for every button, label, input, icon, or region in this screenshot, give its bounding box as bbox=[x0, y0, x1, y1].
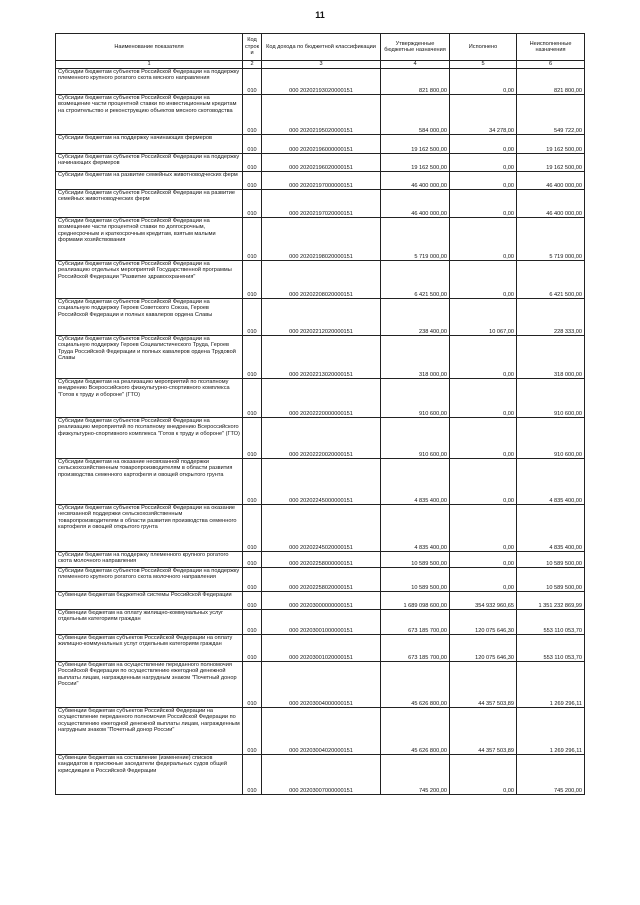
row-executed: 44 357 503,89 bbox=[450, 708, 517, 755]
row-unexecuted: 549 722,00 bbox=[517, 95, 585, 135]
row-line-code: 010 bbox=[243, 505, 262, 552]
row-income-code: 000 20203007000000151 bbox=[262, 755, 381, 795]
row-executed: 0,00 bbox=[450, 218, 517, 261]
row-unexecuted: 19 162 500,00 bbox=[517, 154, 585, 172]
row-line-code: 010 bbox=[243, 135, 262, 154]
table-row bbox=[56, 755, 585, 795]
row-unexecuted: 1 269 296,11 bbox=[517, 708, 585, 755]
table-row bbox=[56, 135, 585, 154]
row-unexecuted: 228 333,00 bbox=[517, 299, 585, 336]
row-unexecuted: 318 000,00 bbox=[517, 336, 585, 379]
table-row bbox=[56, 172, 585, 190]
row-name: Субсидии бюджетам на реализацию мероприятий по поэтапному внедрению Всероссийского физкультурно-спортивного комплекса "Готов к труду и обороне" (ГТО) bbox=[56, 379, 243, 418]
table-row bbox=[56, 592, 585, 610]
row-approved: 910 600,00 bbox=[381, 418, 450, 459]
row-approved: 45 626 800,00 bbox=[381, 662, 450, 708]
row-line-code: 010 bbox=[243, 459, 262, 505]
row-executed: 0,00 bbox=[450, 190, 517, 218]
table-row bbox=[56, 154, 585, 172]
row-income-code: 000 20202258020000151 bbox=[262, 568, 381, 592]
row-name: Субвенции бюджетам на составление (изменение) списков кандидатов в присяжные заседатели федеральных судов общей юрисдикции в Российской Федерации bbox=[56, 755, 243, 795]
row-approved: 45 626 800,00 bbox=[381, 708, 450, 755]
header-approved: Утвержденные бюджетные назначения bbox=[381, 34, 450, 61]
row-unexecuted: 46 400 000,00 bbox=[517, 190, 585, 218]
column-number: 4 bbox=[381, 61, 450, 69]
row-executed: 0,00 bbox=[450, 505, 517, 552]
row-unexecuted: 910 600,00 bbox=[517, 418, 585, 459]
row-name: Субсидии бюджетам субъектов Российской Федерации на поддержку племенного крупного рогатого скота мясного направления bbox=[56, 69, 243, 95]
header-line-code: Код строк и bbox=[243, 34, 262, 61]
row-line-code: 010 bbox=[243, 755, 262, 795]
row-income-code: 000 20202197000000151 bbox=[262, 172, 381, 190]
row-income-code: 000 20203004020000151 bbox=[262, 708, 381, 755]
table-row bbox=[56, 662, 585, 708]
row-income-code: 000 20202258000000151 bbox=[262, 552, 381, 568]
row-approved: 46 400 000,00 bbox=[381, 172, 450, 190]
row-executed: 44 357 503,89 bbox=[450, 662, 517, 708]
row-unexecuted: 4 835 400,00 bbox=[517, 505, 585, 552]
table-row bbox=[56, 218, 585, 261]
row-income-code: 000 20202196000000151 bbox=[262, 135, 381, 154]
header-row bbox=[56, 34, 585, 61]
header-unexecuted: Неисполненные назначения bbox=[517, 34, 585, 61]
row-unexecuted: 745 200,00 bbox=[517, 755, 585, 795]
page-number: 11 bbox=[315, 10, 325, 20]
row-name: Субсидии бюджетам субъектов Российской Федерации на социальную поддержку Героев Советского Союза, Героев Российской Федерации и полных кавалеров ордена Славы bbox=[56, 299, 243, 336]
row-line-code: 010 bbox=[243, 261, 262, 299]
row-name: Субсидии бюджетам субъектов Российской Федерации на оказание несвязанной поддержки сельскохозяйственным товаропроизводителям в области развития производства семенного картофеля и овощей открытого грунта bbox=[56, 505, 243, 552]
table-row bbox=[56, 568, 585, 592]
row-name: Субсидии бюджетам на оказание несвязанной поддержки сельскохозяйственным товаропроизводителям в области развития производства семенного картофеля и овощей открытого грунта bbox=[56, 459, 243, 505]
row-approved: 4 835 400,00 bbox=[381, 459, 450, 505]
table-row bbox=[56, 190, 585, 218]
table-row bbox=[56, 95, 585, 135]
row-line-code: 010 bbox=[243, 635, 262, 662]
table-row bbox=[56, 708, 585, 755]
row-name: Субсидии бюджетам субъектов Российской Федерации на поддержку племенного крупного рогатого скота молочного направления bbox=[56, 568, 243, 592]
table-row bbox=[56, 459, 585, 505]
row-executed: 0,00 bbox=[450, 568, 517, 592]
row-name: Субсидии бюджетам субъектов Российской Федерации на реализацию мероприятий по поэтапному внедрению Всероссийского физкультурно-спортивного комплекса "Готов к труду и обороне" (ГТО) bbox=[56, 418, 243, 459]
row-line-code: 010 bbox=[243, 568, 262, 592]
table-row bbox=[56, 69, 585, 95]
row-executed: 0,00 bbox=[450, 379, 517, 418]
row-approved: 4 835 400,00 bbox=[381, 505, 450, 552]
row-unexecuted: 910 600,00 bbox=[517, 379, 585, 418]
row-income-code: 000 20202213020000151 bbox=[262, 336, 381, 379]
header-executed: Исполнено bbox=[450, 34, 517, 61]
row-unexecuted: 19 162 500,00 bbox=[517, 135, 585, 154]
row-income-code: 000 20202193020000151 bbox=[262, 69, 381, 95]
row-income-code: 000 20202245000000151 bbox=[262, 459, 381, 505]
row-executed: 0,00 bbox=[450, 552, 517, 568]
row-line-code: 010 bbox=[243, 708, 262, 755]
row-approved: 238 400,00 bbox=[381, 299, 450, 336]
row-name: Субвенции бюджетам субъектов Российской Федерации на осуществление переданного полномочия Российской Федерации по осуществлению ежегодной денежной выплаты лицам, награжденным нагрудным знаком "Почетный донор России" bbox=[56, 708, 243, 755]
row-unexecuted: 46 400 000,00 bbox=[517, 172, 585, 190]
row-name: Субсидии бюджетам на поддержку племенного крупного рогатого скота молочного направления bbox=[56, 552, 243, 568]
row-name: Субвенции бюджетам на оплату жилищно-коммунальных услуг отдельным категориям граждан bbox=[56, 610, 243, 635]
row-unexecuted: 10 589 500,00 bbox=[517, 552, 585, 568]
row-approved: 5 719 000,00 bbox=[381, 218, 450, 261]
table-row bbox=[56, 552, 585, 568]
row-income-code: 000 20202220000000151 bbox=[262, 379, 381, 418]
row-name: Субсидии бюджетам на развитие семейных животноводческих ферм bbox=[56, 172, 243, 190]
row-income-code: 000 20202208020000151 bbox=[262, 261, 381, 299]
row-line-code: 010 bbox=[243, 154, 262, 172]
row-unexecuted: 553 110 053,70 bbox=[517, 610, 585, 635]
table-row bbox=[56, 635, 585, 662]
row-name: Субсидии бюджетам субъектов Российской Федерации на развитие семейных животноводческих ферм bbox=[56, 190, 243, 218]
row-income-code: 000 20202198020000151 bbox=[262, 218, 381, 261]
row-name: Субвенции бюджетам бюджетной системы Российской Федерации bbox=[56, 592, 243, 610]
row-income-code: 000 20203004000000151 bbox=[262, 662, 381, 708]
row-line-code: 010 bbox=[243, 95, 262, 135]
row-executed: 0,00 bbox=[450, 69, 517, 95]
row-unexecuted: 1 269 296,11 bbox=[517, 662, 585, 708]
row-approved: 6 421 500,00 bbox=[381, 261, 450, 299]
table-body bbox=[56, 69, 585, 795]
column-number: 6 bbox=[517, 61, 585, 69]
row-name: Субсидии бюджетам субъектов Российской Федерации на возмещение части процентной ставки по инвестиционным кредитам на строительство и реконструкцию объектов мясного скотоводства bbox=[56, 95, 243, 135]
row-unexecuted: 1 351 232 869,99 bbox=[517, 592, 585, 610]
row-unexecuted: 553 110 053,70 bbox=[517, 635, 585, 662]
table-row bbox=[56, 610, 585, 635]
row-income-code: 000 20202245020000151 bbox=[262, 505, 381, 552]
row-line-code: 010 bbox=[243, 218, 262, 261]
row-line-code: 010 bbox=[243, 336, 262, 379]
row-line-code: 010 bbox=[243, 610, 262, 635]
row-income-code: 000 20202195020000151 bbox=[262, 95, 381, 135]
row-approved: 10 589 500,00 bbox=[381, 568, 450, 592]
row-income-code: 000 20203001000000151 bbox=[262, 610, 381, 635]
row-name: Субсидии бюджетам субъектов Российской Федерации на реализацию отдельных мероприятий Государственной программы Российской Федерации "Развитие здравоохранения" bbox=[56, 261, 243, 299]
row-approved: 46 400 000,00 bbox=[381, 190, 450, 218]
row-approved: 584 000,00 bbox=[381, 95, 450, 135]
row-executed: 0,00 bbox=[450, 459, 517, 505]
column-number: 2 bbox=[243, 61, 262, 69]
row-approved: 19 162 500,00 bbox=[381, 135, 450, 154]
row-executed: 354 932 960,65 bbox=[450, 592, 517, 610]
row-line-code: 010 bbox=[243, 552, 262, 568]
row-name: Субсидии бюджетам на поддержку начинающих фермеров bbox=[56, 135, 243, 154]
row-income-code: 000 20202212020000151 bbox=[262, 299, 381, 336]
row-name: Субвенции бюджетам на осуществление переданного полномочия Российской Федерации по осуществлению ежегодной денежной выплаты лицам, награжденным нагрудным знаком "Почетный донор России" bbox=[56, 662, 243, 708]
row-executed: 0,00 bbox=[450, 755, 517, 795]
row-income-code: 000 20203000000000151 bbox=[262, 592, 381, 610]
table-row bbox=[56, 418, 585, 459]
row-executed: 10 067,00 bbox=[450, 299, 517, 336]
row-unexecuted: 4 835 400,00 bbox=[517, 459, 585, 505]
row-approved: 910 600,00 bbox=[381, 379, 450, 418]
row-unexecuted: 5 719 000,00 bbox=[517, 218, 585, 261]
row-approved: 821 800,00 bbox=[381, 69, 450, 95]
row-unexecuted: 821 800,00 bbox=[517, 69, 585, 95]
row-line-code: 010 bbox=[243, 662, 262, 708]
table-row bbox=[56, 261, 585, 299]
row-line-code: 010 bbox=[243, 418, 262, 459]
row-approved: 318 000,00 bbox=[381, 336, 450, 379]
row-executed: 0,00 bbox=[450, 154, 517, 172]
row-line-code: 010 bbox=[243, 379, 262, 418]
row-unexecuted: 6 421 500,00 bbox=[517, 261, 585, 299]
row-name: Субсидии бюджетам субъектов Российской Федерации на социальную поддержку Героев Социалистического Труда, Героев Труда Российской Федерации и полных кавалеров ордена Трудовой Славы bbox=[56, 336, 243, 379]
table-row bbox=[56, 505, 585, 552]
row-executed: 0,00 bbox=[450, 418, 517, 459]
row-approved: 10 589 500,00 bbox=[381, 552, 450, 568]
row-executed: 0,00 bbox=[450, 172, 517, 190]
column-number: 5 bbox=[450, 61, 517, 69]
row-approved: 673 185 700,00 bbox=[381, 635, 450, 662]
row-executed: 34 278,00 bbox=[450, 95, 517, 135]
row-line-code: 010 bbox=[243, 190, 262, 218]
column-number: 1 bbox=[56, 61, 243, 69]
row-unexecuted: 10 589 500,00 bbox=[517, 568, 585, 592]
row-income-code: 000 20203001020000151 bbox=[262, 635, 381, 662]
row-line-code: 010 bbox=[243, 299, 262, 336]
row-name: Субвенции бюджетам субъектов Российской Федерации на оплату жилищно-коммунальных услуг отдельным категориям граждан bbox=[56, 635, 243, 662]
row-line-code: 010 bbox=[243, 172, 262, 190]
table-row bbox=[56, 336, 585, 379]
row-approved: 745 200,00 bbox=[381, 755, 450, 795]
row-income-code: 000 20202196020000151 bbox=[262, 154, 381, 172]
column-number-row bbox=[56, 61, 585, 69]
row-approved: 673 185 700,00 bbox=[381, 610, 450, 635]
row-executed: 120 075 646,30 bbox=[450, 610, 517, 635]
row-executed: 0,00 bbox=[450, 336, 517, 379]
row-line-code: 010 bbox=[243, 592, 262, 610]
table-row bbox=[56, 379, 585, 418]
row-name: Субсидии бюджетам субъектов Российской Федерации на поддержку начинающих фермеров bbox=[56, 154, 243, 172]
header-income-code: Код дохода по бюджетной классификации bbox=[262, 34, 381, 61]
budget-report-table bbox=[55, 33, 585, 795]
row-income-code: 000 20202220020000151 bbox=[262, 418, 381, 459]
row-line-code: 010 bbox=[243, 69, 262, 95]
row-approved: 1 689 098 600,00 bbox=[381, 592, 450, 610]
header-name: Наименование показателя bbox=[56, 34, 243, 61]
row-name: Субсидии бюджетам субъектов Российской Федерации на возмещение части процентной ставки по долгосрочным, среднесрочным и краткосрочным кредитам, взятым малыми формами хозяйствования bbox=[56, 218, 243, 261]
row-executed: 0,00 bbox=[450, 261, 517, 299]
row-executed: 120 075 646,30 bbox=[450, 635, 517, 662]
row-executed: 0,00 bbox=[450, 135, 517, 154]
table-row bbox=[56, 299, 585, 336]
row-income-code: 000 20202197020000151 bbox=[262, 190, 381, 218]
row-approved: 19 162 500,00 bbox=[381, 154, 450, 172]
column-number: 3 bbox=[262, 61, 381, 69]
